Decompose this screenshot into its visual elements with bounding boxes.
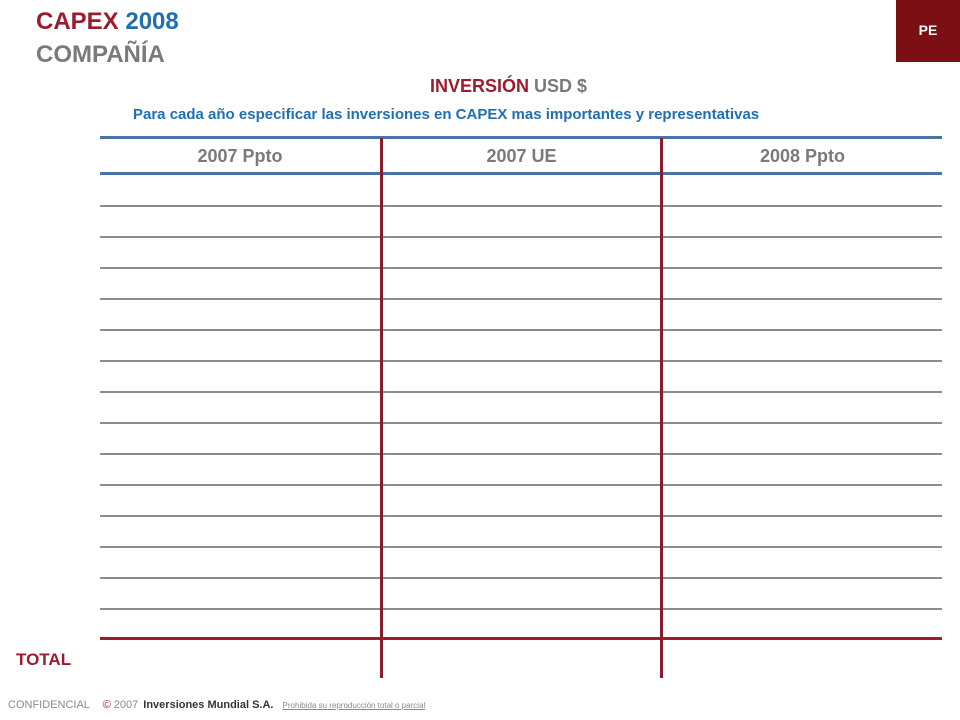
page-title (36, 8, 179, 36)
title-year: 2008 (125, 8, 179, 35)
table-row-line (100, 267, 942, 269)
table-row-line (100, 453, 942, 455)
footer (8, 699, 425, 711)
investment-heading (430, 76, 587, 97)
table-row-line (100, 298, 942, 300)
copyright-symbol: © (102, 699, 111, 711)
confidential-label: CONFIDENCIAL (8, 699, 90, 711)
table-row-line (100, 360, 942, 362)
table-row-line (100, 329, 942, 331)
table-top-border (100, 136, 942, 139)
table-row-line (100, 515, 942, 517)
reproduction-notice: Prohibida su reproducción total o parcial (282, 701, 426, 710)
instruction-text: Para cada año especificar las inversiones en CAPEX mas importantes y representativas (133, 106, 760, 123)
column-header-2007-ppto: 2007 Ppto (197, 146, 283, 166)
table-header-border (100, 172, 942, 175)
title-capex: CAPEX (36, 8, 119, 35)
column-header-2008-ppto: 2008 Ppto (759, 146, 846, 166)
column-divider (660, 138, 663, 678)
company-subtitle: COMPAÑÍA (36, 41, 165, 68)
column-divider (380, 138, 383, 678)
company-name: Inversiones Mundial S.A. (143, 699, 274, 711)
table-row-line (100, 391, 942, 393)
table-row-line (100, 546, 942, 548)
currency-label: USD $ (534, 76, 588, 96)
table-row-line (100, 205, 942, 207)
table-row-line (100, 484, 942, 486)
investment-label: INVERSIÓN (430, 76, 530, 96)
table-row-line (100, 422, 942, 424)
copyright-year: 2007 (113, 699, 139, 711)
total-label: TOTAL (16, 650, 72, 669)
table-row-line (100, 236, 942, 238)
section-badge (896, 0, 960, 62)
table-row-line (100, 608, 942, 610)
table-row-line (100, 577, 942, 579)
badge-label: PE (918, 22, 938, 38)
column-header-2007-ue: 2007 UE (486, 146, 557, 166)
table-total-border (100, 637, 942, 640)
